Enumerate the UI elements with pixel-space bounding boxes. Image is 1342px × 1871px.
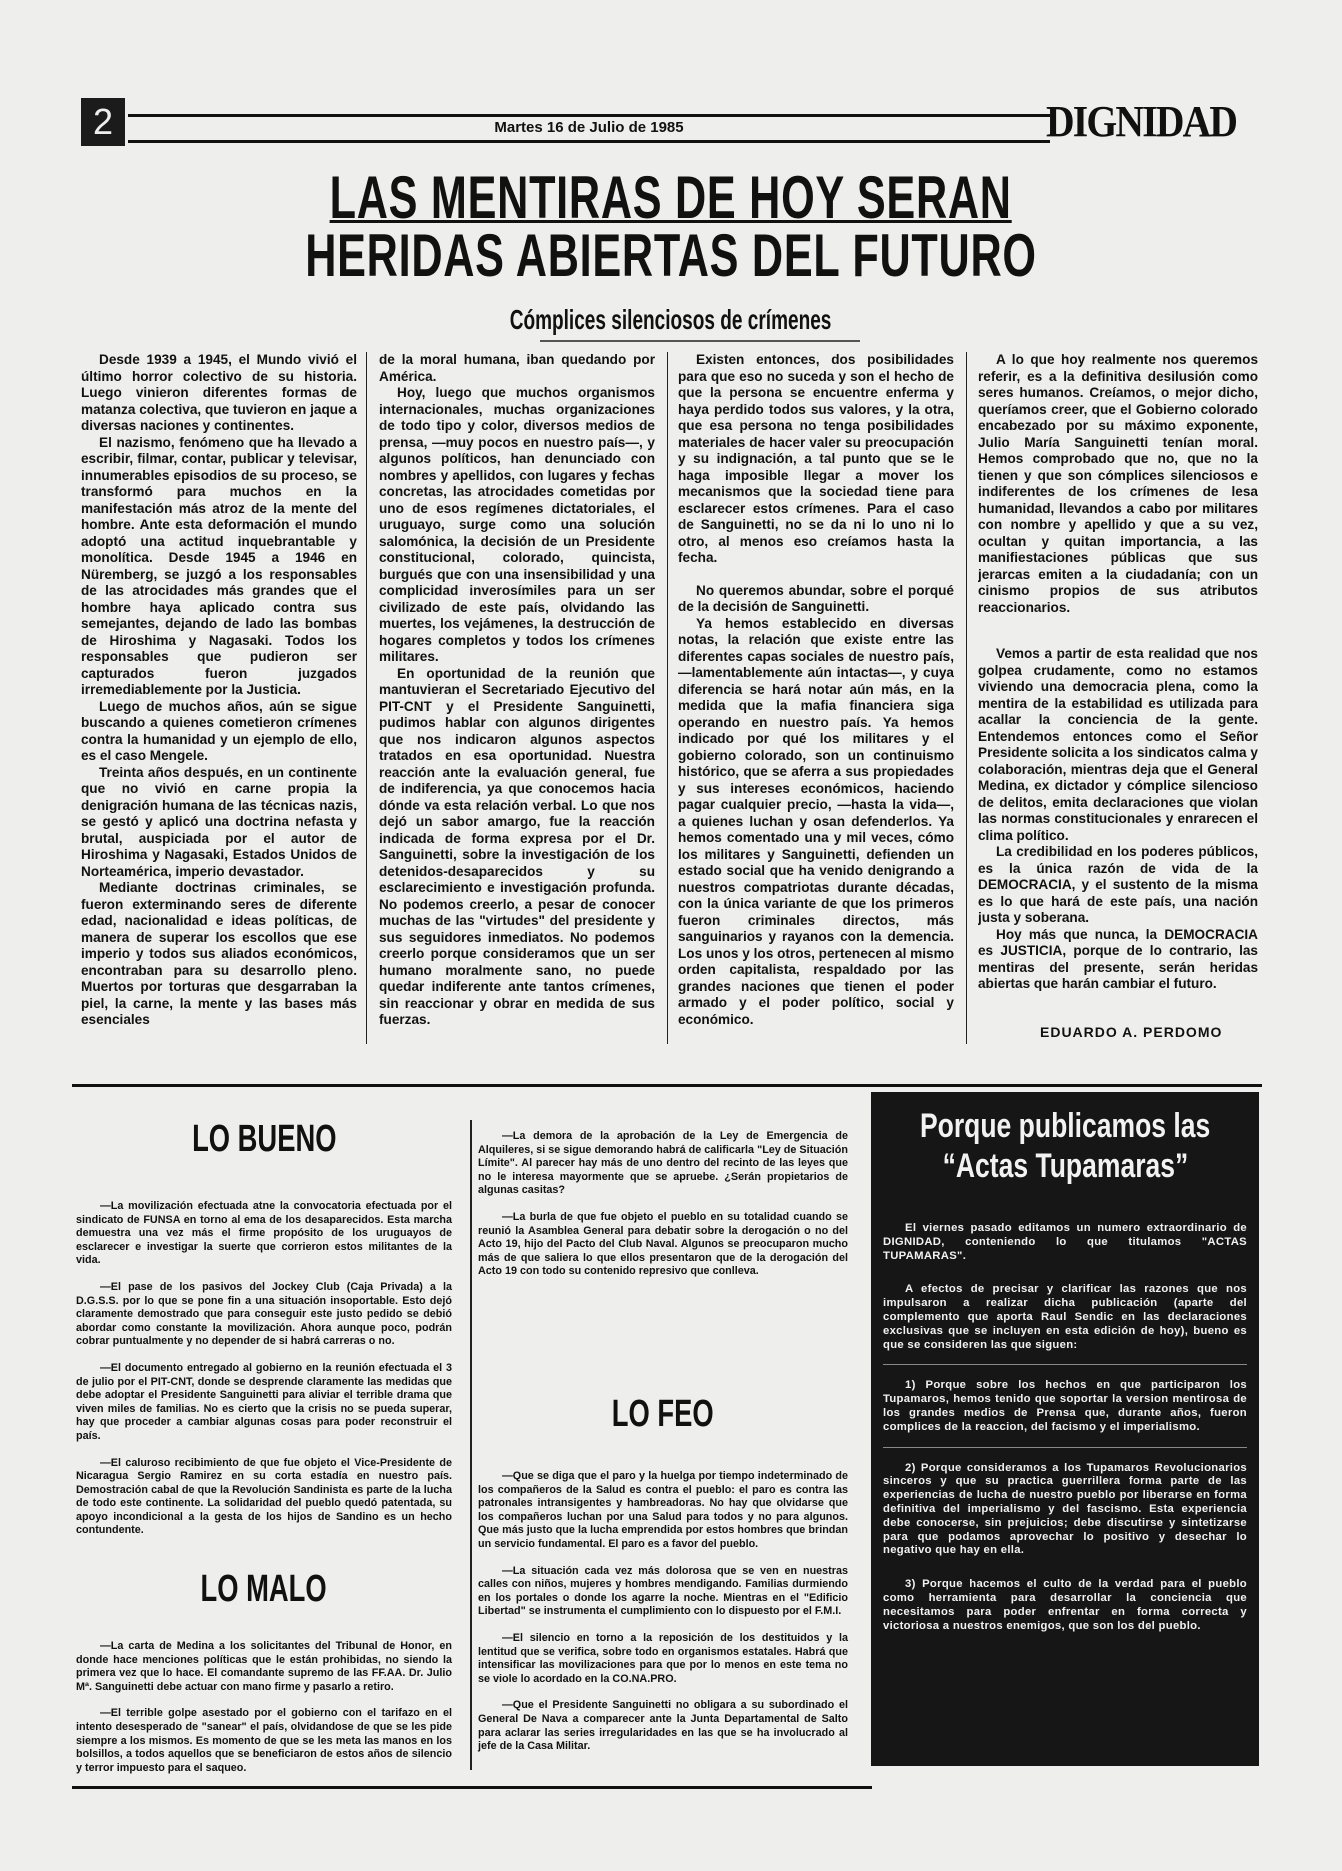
lo-bueno-section <box>76 1200 452 1551</box>
header-rule-top <box>128 114 1050 117</box>
list-item: —El documento entregado al gobierno en la reunión efectuada el 3 de julio por el PIT-CNT, donde se desprende claramente las medidas que debe adoptar el Presidente Sanguinetti para aliviar el terrible drama que viven miles de familias. No es cierto que la crisis no se pueda superar, hay que proceder a cambiar algunas cosas para poder reconstruir el país. <box>76 1361 452 1442</box>
list-item: —El caluroso recibimiento de que fue objeto el Vice-Presidente de Nicaragua Sergio Ramirez en su corta estadía en nuestro país. Demostración cabal de que la Revolución Sandinista es parte de la lucha de todo este continente. La solidaridad del pueblo quedó patentada, su apoyo incondicional a la gesta de los hijos de Sandino es un hecho contundente. <box>76 1456 452 1537</box>
section-divider <box>72 1084 1262 1087</box>
divider <box>883 1364 1247 1365</box>
list-item: —Que el Presidente Sanguinetti no obligara a su subordinado el General De Nava a comparecer ante la Junta Departamental de Salto para aclarar las series irregularidades en las que se ha involucrado al jefe de la Casa Militar. <box>478 1699 848 1753</box>
title-line: “Actas Tupamaras” <box>942 1147 1188 1185</box>
list-item: —La situación cada vez más dolorosa que se ven en nuestras calles con niños, mujeres y hombres mendigando. Familias durmiendo en los portales o donde los agarre la noche. Mientras en el "Edificio Libertad" se instrumenta el cumplimiento con lo dispuesto por el F.M.I. <box>478 1564 848 1618</box>
article-column-2 <box>379 352 655 1052</box>
section-title-text: LO BUENO <box>191 1118 337 1160</box>
list-item: —La movilización efectuada atne la convocatoria efectuada por el sindicato de FUNSA en torno al ema de los desaparecidos. Esta marcha demuestra una vez más el firme propósito de los uruguayos de esclarecer e investigar la suerte que corrieron estos militantes de la vida. <box>76 1200 452 1267</box>
list-item: —Que se diga que el paro y la huelga por tiempo indeterminado de los compañeros de la Salud es contra el pueblo: el paro es contra las patronales intransigentes y hambreadoras. No hay que olvidarse que los compañeros luchan por una Salud para todos y no para algunos. Que más justo que la lucha emprendida por estos hombres que brindan un servicio fundamental. El paro es a favor del pueblo. <box>478 1470 848 1550</box>
article-column-3 <box>678 352 954 1052</box>
masthead-logo: DIGNIDAD <box>1046 97 1237 146</box>
divider <box>883 1447 1247 1448</box>
paragraph: Vemos a partir de esta realidad que nos golpea crudamente, como no estamos viviendo una democracia plena, como la mentira de la estabilidad es utilizada para acallar la conciencia de la gente. Entendemos entonces como el Señor Presidente solicita a los sindicatos calma y colaboración, mientras deja que el General Medina, ex dictador y cómplice silencioso de delitos, emita declaraciones que violan las normas constitucionales y enrarecen el clima político. <box>978 646 1258 843</box>
page-number: 2 <box>81 98 125 146</box>
actas-body <box>883 1222 1247 1653</box>
paragraph: En oportunidad de la reunión que mantuvieran el Secretariado Ejecutivo del PIT-CNT y el Presidente Sanguinetti, pudimos hablar con algunos dirigentes que nos indicaron algunos aspectos tratados en esa oportunidad. Nuestra reacción ante la evaluación general, fue de indiferencia, ya que conocemos hacia dónde va esta relación verbal. Lo que nos dejó un sabor amargo, fue la reacción indicada de forma expresa por el Dr. Sanguinetti, sobre la investigación de los detenidos-desaparecidos y su esclarecimiento e investigación profunda. No podemos creerlo, a pesar de conocer muchas de las "virtudes" del presidente y sus seguidores inmediatos. No podemos creerlo porque consideramos que un ser humano moralmente sano, no puede quedar indiferente ante tantos crímenes, sin reaccionar y obrar en medida de sus fuerzas. <box>379 665 655 1027</box>
paragraph: El nazismo, fenómeno que ha llevado a escribir, filmar, contar, publicar y televisar, innumerables episodios de su proceso, se transformó para muchos en la manifestación más atroz de la mente del hombre. Ante esta deformación el mundo adoptó una actitud inquebrantable y monolítica. Desde 1945 a 1946 en Nüremberg, se juzgó a los responsables de las atrocidades más grandes que el hombre haya aplicado contra sus semejantes, dejando de lado las bombas de Hiroshima y Nagasaki. Todos los responsables que pudieron ser capturados fueron juzgados irremediablemente por la Justicia. <box>81 434 357 697</box>
list-item: —El terrible golpe asestado por el gobierno con el tarifazo en el intento desesperado de "sanear" el país, olvidandose de que se les pide siempre a los mismos. Es momento de que se les meta las manos en los bolsillos, a todos aquellos que se beneficiaron de estos años de silencio y terror impuesto para el saqueo. <box>76 1707 452 1774</box>
bottom-rule <box>72 1786 872 1789</box>
paragraph: Hoy, luego que muchos organismos internacionales, muchas organizaciones de todo tipo y color, diversos medios de prensa, —muy pocos en nuestro país—, y algunos políticos, han denunciado con nombres y apellidos, con lugares y fechas concretas, las atrocidades cometidas por uno de esos regímenes dictatoriales, el uruguayo, surge como una solución salomónica, la decisión de un Presidente constitucional, colorado, quincista, burgués que con una insensibilidad y una complicidad inverosímiles para un ser civilizado de este país, olvidando las muertes, los vejámenes, la destrucción de hogares completos y todos los crímenes militares. <box>379 385 655 664</box>
issue-date: Martes 16 de Julio de 1985 <box>494 119 684 136</box>
section-title-text: LO FEO <box>612 1393 714 1435</box>
paragraph: Mediante doctrinas criminales, se fueron exterminando seres de diferente edad, nacionalidad e ideas políticas, de manera de superar los escollos que ese imperio y todos sus aliados económicos, encontraban para su desarrollo pleno. Muertos por torturas que desgarraban la piel, la carne, la mente y las bases más esenciales <box>81 880 357 1027</box>
actas-tupamaras-box <box>871 1092 1259 1766</box>
paragraph: A efectos de precisar y clarificar las razones que nos impulsaron a realizar dicha publicación (aparte del complemento que aporta Raul Sendic en las declaraciones exclusivas que se incluyen en esta edición de hoy), bueno es que se consideren las que siguen: <box>883 1283 1247 1351</box>
byline: EDUARDO A. PERDOMO <box>1040 1024 1223 1040</box>
column-divider <box>966 352 967 1044</box>
list-item: —El pase de los pasivos del Jockey Club (Caja Privada) a la D.G.S.S. por lo que se pone fin a una situación insoportable. Esto dejó claramente demostrado que para conseguir este justo pedido se debió abordar como constante la movilización. Ahora aunque poco, podrán cobrar puntualmente y no depender de si habrá carreras o no. <box>76 1280 452 1348</box>
subtitle-text: Cómplices silenciosos de crímenes <box>510 304 832 335</box>
paragraph: 1) Porque sobre los hechos en que participaron los Tupamaros, hemos tenido que soportar la version mentirosa de los grandes medios de Prensa que, durante años, fueron complices de la reaccion, del facismo y el imperialismo. <box>883 1379 1247 1433</box>
header-rule-bottom <box>128 140 1050 143</box>
section-title-text: LO MALO <box>200 1568 328 1610</box>
actas-title <box>871 1106 1259 1186</box>
headline-line-2 <box>0 222 1342 289</box>
paragraph: 2) Porque consideramos a los Tupamaros Revolucionarios sinceros y que su practica guerrillera forma parte de las experiencias de lucha de nuestro pueblo por liberarse en forma definitiva del imperialismo y del fascismo. Esta experiencia debe conocerse, sin prejuicios; debe discutirse y sintetizarse para que podamos aprovechar lo positivo y desechar lo negativo que hay en ella. <box>883 1461 1247 1557</box>
paragraph: Luego de muchos años, aún se sigue buscando a quienes cometieron crímenes contra la humanidad y un ejemplo de ello, es el caso Mengele. <box>81 698 357 763</box>
column-divider <box>470 1120 472 1770</box>
lo-feo-section <box>478 1470 848 1767</box>
title-line: Porque publicamos las <box>919 1107 1211 1145</box>
paragraph: Existen entonces, dos posibilidades para que eso no suceda y son el hecho de que la persona se encuentre enferma y haya perdido todos sus valores, y la otra, que esa persona no tenga posibilidades materiales de hacer valer su preocupación y su indignación, a tal punto que se le haga imposible llegar a mover los mecanismos que la sociedad tiene para esclarecer estos crímenes. Para el caso de Sanguinetti, no se da ni lo uno ni lo otro, al menos eso creíamos hasta la fecha. <box>678 352 954 565</box>
lo-malo-section <box>76 1640 452 1788</box>
column-divider <box>667 352 668 1044</box>
article-column-1 <box>81 352 357 1052</box>
headline-text: HERIDAS ABIERTAS DEL FUTURO <box>305 222 1037 289</box>
list-item: —La burla de que fue objeto el pueblo en su totalidad cuando se reunió la Asamblea General para debatir sobre la derogación o no del Acto 19, hijo del Pacto del Club Naval. Algunos se preocuparon mucho más de que saliera lo que ellos presentaron que de la derogación del Acto 19 con todo su contenido represivo que conlleva. <box>478 1210 848 1278</box>
column-divider <box>366 352 367 1044</box>
lo-bueno-title <box>76 1118 452 1161</box>
paragraph: 3) Porque hacemos el culto de la verdad para el pueblo como herramienta para desarrollar la conciencia que necesitamos para poder enfrentar en forma correcta y victoriosa a nuestros enemigos, que son los del pueblo. <box>883 1578 1247 1632</box>
paragraph: de la moral humana, iban quedando por América. <box>379 352 655 384</box>
paragraph: El viernes pasado editamos un numero extraordinario de DIGNIDAD, conteniendo lo que titulamos "ACTAS TUPAMARAS". <box>883 1222 1247 1262</box>
lo-malo-title <box>76 1568 452 1611</box>
paragraph: Hoy más que nunca, la DEMOCRACIA es JUSTICIA, porque de lo contrario, las mentiras del presente, serán heridas abiertas que harán cambiar el futuro. <box>978 926 1258 991</box>
paragraph: No queremos abundar, sobre el porqué de la decisión de Sanguinetti. <box>678 582 954 614</box>
paragraph: La credibilidad en los poderes públicos, es la única razón de vida de la DEMOCRACIA, y el sustento de la misma es lo que hará de este país, una nación justa y soberana. <box>978 844 1258 925</box>
paragraph: Treinta años después, en un continente que no vivió en carne propia la denigración humana de las técnicas nazis, se gestó y aplicó una doctrina nefasta y brutal, auspiciada por el autor de Hiroshima y Nagasaki, Estados Unidos de Norteamérica, imperio devastador. <box>81 764 357 879</box>
lo-malo-continued <box>478 1130 848 1292</box>
list-item: —La carta de Medina a los solicitantes del Tribunal de Honor, en donde hace menciones políticas que le están prohibidas, no siendo la primera vez que lo hace. El comandante supremo de las FF.AA. Dr. Julio Mª. Sanguinetti debe actuar con mano firme y pasarlo a retiro. <box>76 1640 452 1693</box>
subtitle-rule <box>540 340 860 342</box>
article-subtitle <box>0 304 1342 336</box>
article-column-4 <box>978 352 1258 1052</box>
list-item: —El silencio en torno a la reposición de los destituidos y la lentitud que se verifica, sobre todo en organismos estatales. Habrá que intensificar las movilizaciones para que por lo menos en este tema no se viole lo acordado en la CO.NA.PRO. <box>478 1631 848 1685</box>
paragraph: Ya hemos establecido en diversas notas, la relación que existe entre las diferentes capas sociales de nuestro país, —lamentablemente aún intactas—, y cuya diferencia se hará notar aún más, en la medida que la mafia financiera siga operando en nuestro país. Ya hemos indicado por qué los militares y el gobierno colorado, son un continuismo histórico, que se aferra a sus propiedades y sus intereses económicos, haciendo pagar cualquier precio, —hasta la vida—, a quienes luchan y osan defenderlos. Ya hemos comentado una y mil veces, cómo los militares y Sanguinetti, defienden un estado social que ha venido denigrando a nuestros compatriotas durante décadas, con la única variante de que los primeros fueron criminales directos, más sanguinarios y rayanos con la demencia. Los unos y los otros, pertenecen al mismo orden capitalista, respaldado por las grandes naciones que tienen el poder armado y el poder político, social y económico. <box>678 615 954 1027</box>
list-item: —La demora de la aprobación de la Ley de Emergencia de Alquileres, si se sigue demorando habrá de calificarla "Ley de Situación Límite". Al parecer hay más de uno dentro del recinto de las leyes que no le interesa mayormente que se apruebe. ¿Serán propietarios de algunas casitas? <box>478 1130 848 1197</box>
headline-line-1 <box>0 164 1342 231</box>
paragraph: A lo que hoy realmente nos queremos referir, es a la definitiva desilusión como seres humanos. Creíamos, o mejor dicho, queríamos creer, que el Gobierno colorado encabezado por su máximo exponente, Julio María Sanguinetti tenían moral. Hemos comprobado que no, que no la tienen y que son cómplices silenciosos e indiferentes de los crímenes de lesa humanidad, llevandos a cabo por militares con nombre y apellido y que a su vez, ocultan y quitan importancia, a las manifiestaciones públicas que sus jerarcas emiten a la ciudadanía; con un cinismo propios de sus atributos reaccionarios. <box>978 352 1258 615</box>
paragraph: Desde 1939 a 1945, el Mundo vivió el último horror colectivo de su historia. Luego vinieron diferentes formas de matanza colectiva, que tuvieron en jaque a diversas naciones y continentes. <box>81 352 357 433</box>
lo-feo-title <box>478 1393 848 1436</box>
headline-text: LAS MENTIRAS DE HOY SERAN <box>329 164 1013 231</box>
